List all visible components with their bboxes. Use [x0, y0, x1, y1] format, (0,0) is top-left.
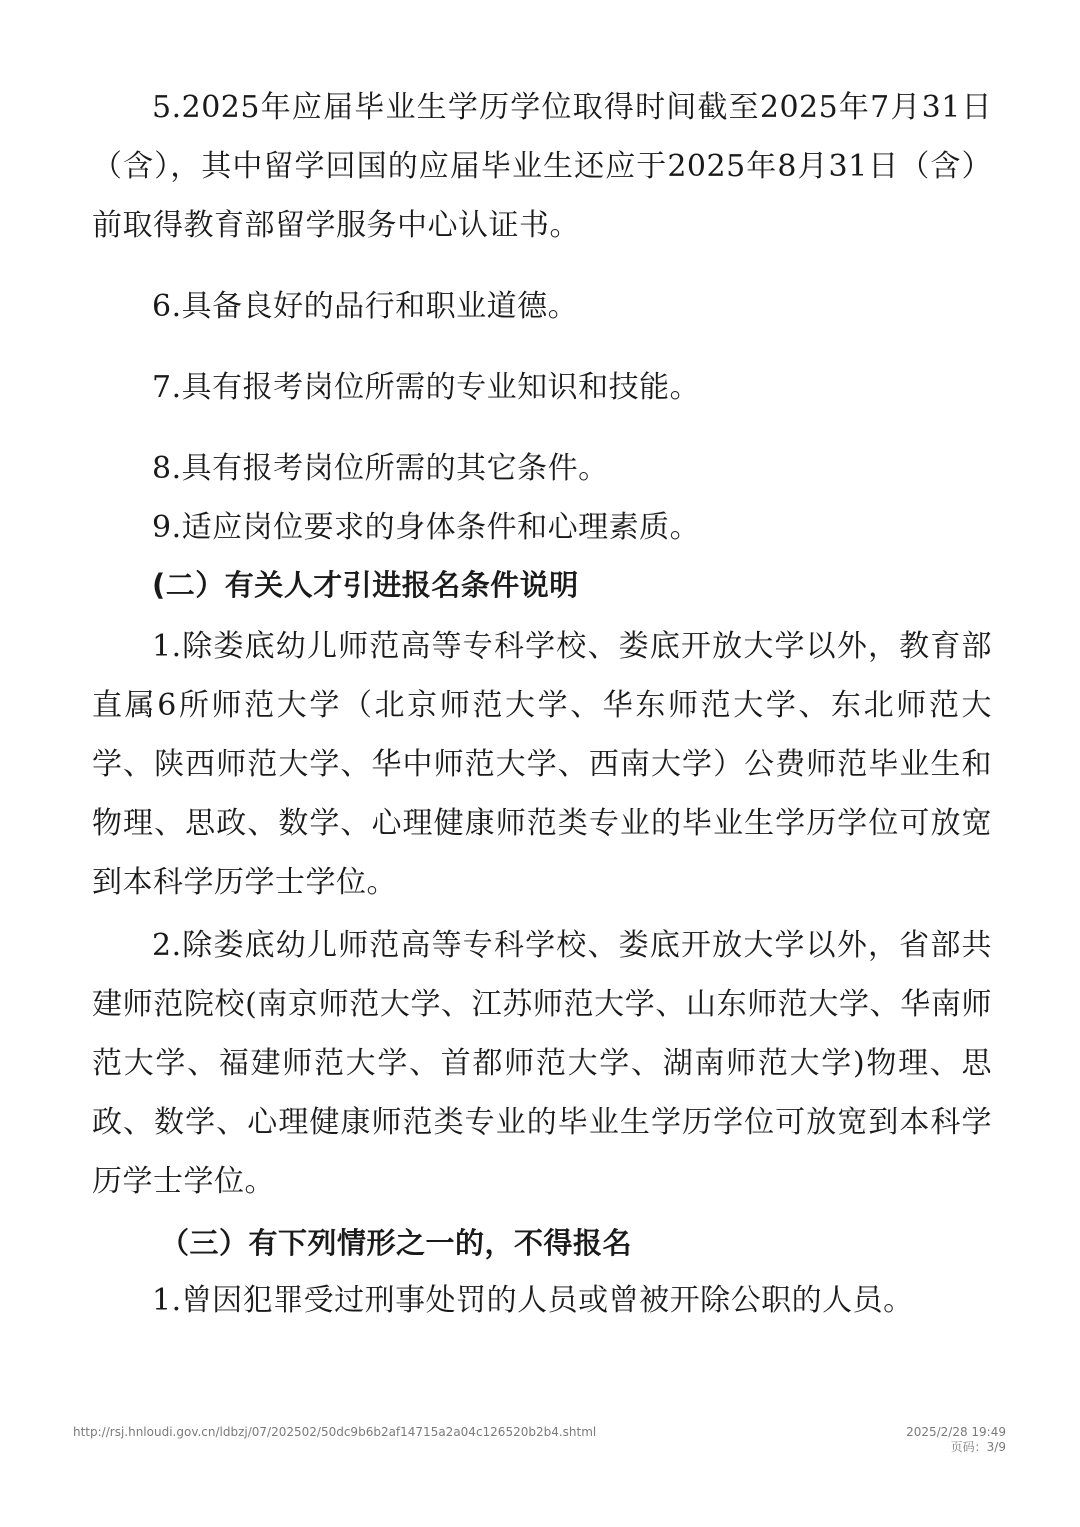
section2-item-1: 1.除娄底幼儿师范高等专科学校、娄底开放大学以外，教育部直属6所师范大学（北京师范大学、华东师范大学、东北师范大学、陕西师范大学、华中师范大学、西南大学）公费师范毕业生和物理、思政、数学、心理健康师范类专业的毕业生学历学位可放宽到本科学历学士学位。 — [92, 629, 992, 900]
footer-page-number: 页码：3/9 — [950, 1440, 1006, 1454]
paragraph-item-5: 5.2025年应届毕业生学历学位取得时间截至2025年7月31日（含），其中留学回国的应届毕业生还应于2025年8月31日（含）前取得教育部留学服务中心认证书。 — [92, 90, 992, 243]
footer-meta — [906, 1425, 1006, 1455]
paragraph-item-7: 7.具有报考岗位所需的专业知识和技能。 — [152, 370, 701, 405]
section-heading-2: (二）有关人才引进报名条件说明 — [152, 568, 579, 602]
paragraph-item-9: 9.适应岗位要求的身体条件和心理素质。 — [152, 510, 701, 545]
section2-item-2: 2.除娄底幼儿师范高等专科学校、娄底开放大学以外，省部共建师范院校(南京师范大学、江苏师范大学、山东师范大学、华南师范大学、福建师范大学、首都师范大学、湖南师范大学)物理、思政、数学、心理健康师范类专业的毕业生学历学位可放宽到本科学历学士学位。 — [92, 928, 992, 1199]
footer-datetime: 2025/2/28 19:49 — [906, 1425, 1006, 1439]
section-heading-3: （三）有下列情形之一的，不得报名 — [160, 1226, 633, 1260]
section3-item-1: 1.曾因犯罪受过刑事处罚的人员或曾被开除公职的人员。 — [152, 1283, 914, 1318]
paragraph-item-8: 8.具有报考岗位所需的其它条件。 — [152, 451, 609, 486]
document-body — [92, 78, 992, 1330]
footer-url: http://rsj.hnloudi.gov.cn/ldbzj/07/202502/50dc9b6b2af14715a2a04c126520b2b4.shtml — [73, 1425, 597, 1439]
paragraph-item-6: 6.具备良好的品行和职业道德。 — [152, 289, 579, 324]
